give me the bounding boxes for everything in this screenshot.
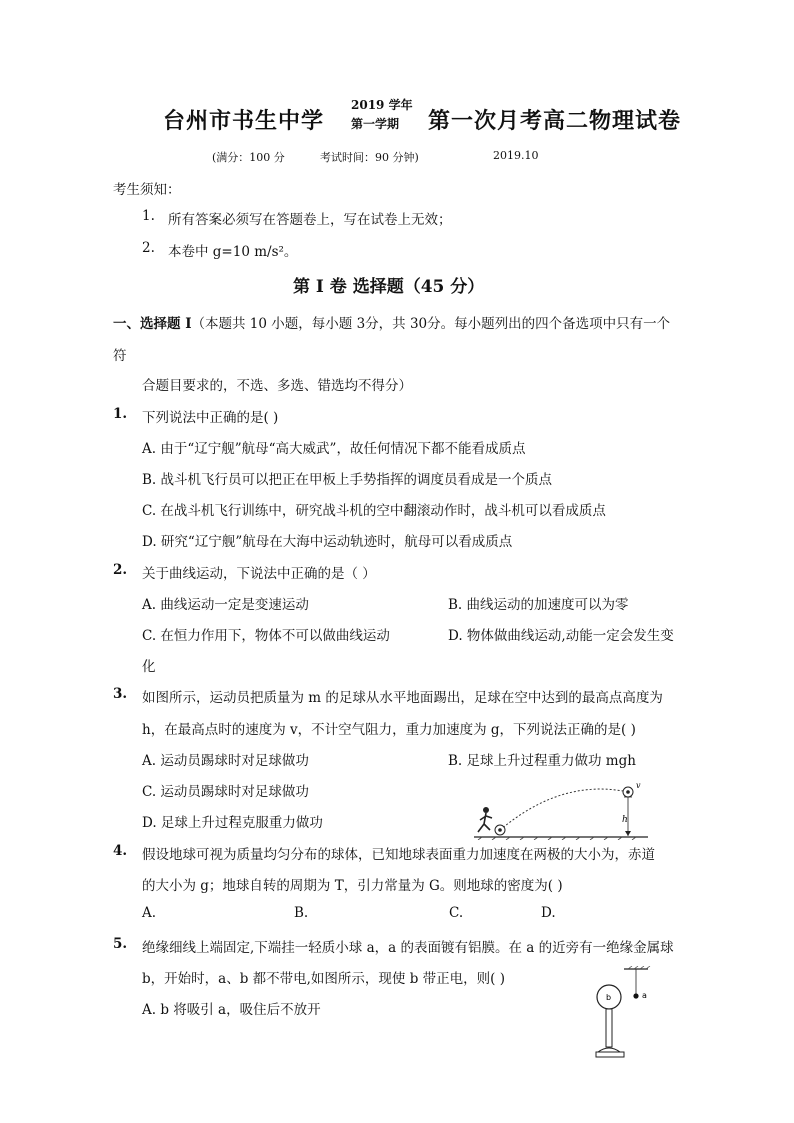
- title-school: 台州市书生中学: [163, 108, 325, 134]
- electroscope-figure: [588, 966, 658, 1060]
- q3-stem-line1: 如图所示，运动员把质量为 m 的足球从水平地面踢出，足球在空中达到的最高点高度为: [142, 690, 663, 706]
- q5-num: 5.: [113, 936, 128, 952]
- notice-num-1: 1.: [142, 208, 155, 224]
- q2-option-a: A. 曲线运动一定是变速运动: [142, 597, 309, 613]
- notice-item-1: 所有答案必须写在答题卷上，写在试卷上无效；: [168, 212, 452, 228]
- q3-option-d: D. 足球上升过程克服重力做功: [142, 815, 323, 831]
- q4-option-d: D.: [541, 905, 556, 921]
- q4-stem-line2: 的大小为 g；地球自转的周期为 T，引力常量为 G。则地球的密度为( ): [142, 878, 563, 894]
- q4-option-c: C.: [449, 905, 464, 921]
- q4-option-a: A.: [142, 905, 157, 921]
- q5-stem-line2: b，开始时，a、b 都不带电,如图所示，现使 b 带正电，则( ): [142, 971, 505, 987]
- velocity-label: v: [636, 781, 641, 790]
- exam-time: 考试时间：90 分钟): [320, 151, 419, 164]
- q3-option-c: C. 运动员踢球时对足球做功: [142, 784, 309, 800]
- q3-option-a: A. 运动员踢球时对足球做功: [142, 753, 309, 769]
- section-title: 第 I 卷 选择题（45 分）: [293, 277, 485, 297]
- part1-label: 一、选择题 I: [113, 316, 192, 332]
- ball-a-icon: [633, 993, 638, 998]
- q4-option-b: B.: [294, 905, 309, 921]
- q2-option-b: B. 曲线运动的加速度可以为零: [448, 597, 629, 613]
- q2-option-d-cont: 化: [142, 659, 156, 675]
- part1-desc: （本题共 10 小题，每小题 3分，共 30分。每小题列出的四个备选项中只有一个: [191, 316, 671, 332]
- q5-option-a: A. b 将吸引 a，吸住后不放开: [142, 1002, 321, 1018]
- notice-item-2: 本卷中 g=10 m/s²。: [168, 244, 298, 260]
- q1-num: 1.: [113, 406, 128, 422]
- stand-base: [596, 1052, 624, 1057]
- title-exam: 第一次月考高二物理试卷: [428, 108, 682, 134]
- height-label: h: [622, 815, 628, 825]
- q4-num: 4.: [113, 843, 128, 859]
- notice-num-2: 2.: [142, 240, 155, 256]
- q2-num: 2.: [113, 562, 128, 578]
- height-arrow-icon: [625, 831, 631, 836]
- q2-stem: 关于曲线运动，下说法中正确的是（ ）: [142, 566, 376, 582]
- q2-option-c: C. 在恒力作用下，物体不可以做曲线运动: [142, 628, 390, 644]
- ball-a-label: a: [642, 991, 647, 1000]
- stand-rod: [606, 1009, 612, 1047]
- exam-date: 2019.10: [493, 149, 539, 162]
- q1-option-b: B. 战斗机飞行员可以把正在甲板上手势指挥的调度员看成是一个质点: [142, 472, 553, 488]
- q5-stem-line1: 绝缘细线上端固定,下端挂一轻质小球 a，a 的表面镀有铝膜。在 a 的近旁有一绝缘金属球: [142, 940, 674, 956]
- part1-desc-wrap: 符: [113, 348, 127, 364]
- notice-heading: 考生须知：: [113, 182, 181, 198]
- sphere-b-label: b: [606, 993, 612, 1002]
- q4-stem-line1: 假设地球可视为质量均匀分布的球体，已知地球表面重力加速度在两极的大小为，赤道: [142, 847, 655, 863]
- q1-option-d: D. 研究“辽宁舰”航母在大海中运动轨迹时，航母可以看成质点: [142, 534, 513, 550]
- q3-option-b: B. 足球上升过程重力做功 mgh: [448, 753, 636, 769]
- q3-stem-line2: h，在最高点时的速度为 v，不计空气阻力，重力加速度为 g，下列说法正确的是( ): [142, 722, 636, 738]
- player-icon: [478, 807, 492, 832]
- q1-option-a: A. 由于“辽宁舰”航母“高大威武”，故任何情况下都不能看成质点: [142, 441, 526, 457]
- title-semester: 第一学期: [351, 117, 400, 131]
- part1-desc-cont: 合题目要求的，不选、多选、错选均不得分）: [142, 378, 412, 394]
- trajectory-path: [500, 789, 628, 830]
- q3-num: 3.: [113, 686, 128, 702]
- q1-stem: 下列说法中正确的是( ): [142, 410, 279, 426]
- full-score: (满分：100 分: [212, 151, 285, 164]
- q1-option-c: C. 在战斗机飞行训练中，研究战斗机的空中翻滚动作时，战斗机可以看成质点: [142, 503, 606, 519]
- q2-option-d: D. 物体做曲线运动,动能一定会发生变: [448, 628, 674, 644]
- football-trajectory-figure: [472, 780, 652, 840]
- title-year: 2019 学年: [351, 98, 413, 112]
- part1-header: [113, 312, 670, 332]
